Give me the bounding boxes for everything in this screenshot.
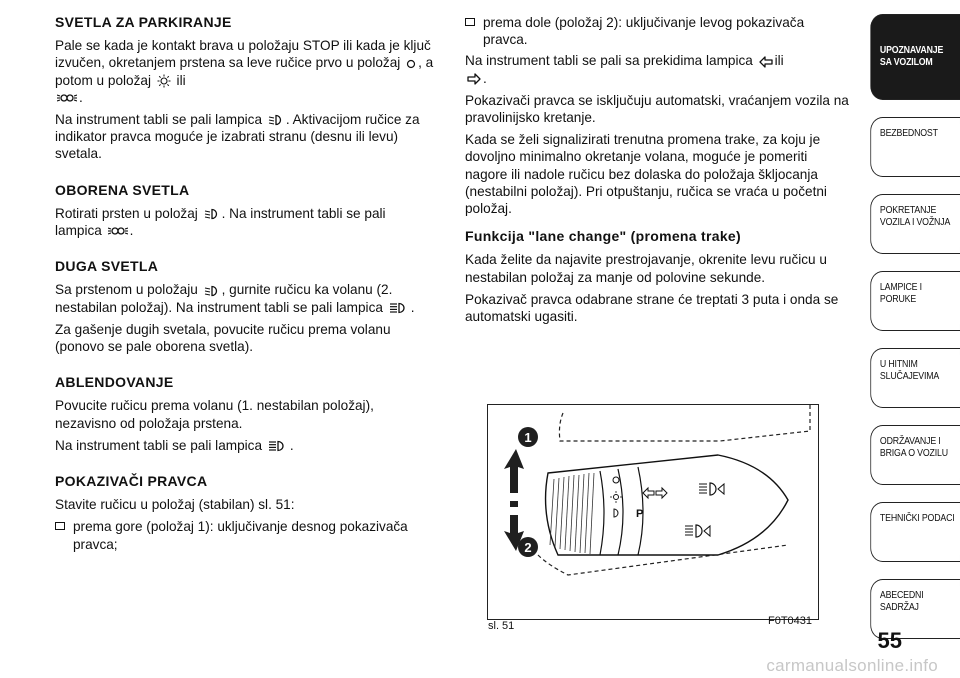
paragraph-indicator-lamp: Na instrument tabli se pali sa prekidima lampica ili . [465,53,784,86]
paragraph-indicators: Stavite ručicu u položaj (stabilan) sl. 51: [55,497,295,513]
sidebar-tab-pokretanje[interactable]: POKRETANJE VOZILA I VOŽNJA [870,194,960,254]
side-light-icon [57,92,77,104]
low-beam-icon [204,285,220,297]
high-beam-icon [268,440,288,452]
sidebar-tab-hitni[interactable]: U HITNIM SLUČAJEVIMA [870,348,960,408]
high-beam-icon [389,302,409,314]
sidebar-tab-upoznavanje[interactable]: UPOZNAVANJE SA VOZILOM [870,14,960,100]
arrow-left-icon [759,56,773,68]
paragraph-flash: Povucite ručicu prema volanu (1. nestabilan položaj), nezavisno od položaja prstena. [55,398,374,431]
low-beam-icon [204,208,220,220]
ring-off-icon [406,59,416,69]
marker-1-label: 1 [524,430,532,445]
sidebar-tab-tehnicki[interactable]: TEHNIČKI PODACI [870,502,960,562]
marker-2-label: 2 [524,540,532,555]
arrow-right-icon [467,73,481,85]
paragraph-lane-change: Kada želite da najavite prestrojavanje, okrenite levu ručicu u nestabilan položaj za manje od polovine sekunde. [465,252,827,285]
figure-stalk [487,404,819,620]
section-heading-lane-change: Funkcija "lane change" (promena trake) [465,228,741,245]
page-number: 55 [877,628,902,653]
parking-light-icon [157,74,171,88]
paragraph-lane-change-blink: Pokazivač pravca odabrane strane će treptati 3 puta i onda se automatski ugasiti. [465,291,839,325]
bullet-box [465,18,475,26]
side-light-icon [108,225,128,237]
list-item: prema dole (položaj 2): uključivanje levog pokazivača pravca. [465,14,850,48]
section-heading-high-beam: DUGA SVETLA [55,258,159,275]
paragraph-parking-indicator: Na instrument tabli se pali lampica . Aktivacijom ručice za indikator pravca moguće je izabrati stranu (desnu ili levu) svetala. [55,112,420,162]
left-column [55,14,435,557]
section-heading-indicators: POKAZIVAČI PRAVCA [55,473,208,490]
low-beam-icon [268,114,284,126]
right-column [465,14,850,330]
sidebar-tab-lampice[interactable]: LAMPICE I PORUKE [870,271,960,331]
stalk-illustration [488,405,818,619]
section-heading-flash: ABLENDOVANJE [55,374,174,391]
paragraph-indicator-auto-off: Pokazivači pravca se isključuju automatski, vraćanjem vozila na pravolinijsko kretanje. [465,92,849,126]
sidebar-tab-odrzavanje[interactable]: ODRŽAVANJE I BRIGA O VOZILU [870,425,960,485]
section-heading-low-beam: OBORENA SVETLA [55,181,190,198]
paragraph-high-beam-off: Za gašenje dugih svetala, povucite ručicu prema volanu (ponovo se pale oborena svetla). [55,321,391,355]
figure-code: F0T0431 [768,615,813,627]
list-item: prema gore (položaj 1): uključivanje desnog pokazivača pravca; [55,518,435,552]
bullet-box [55,522,65,530]
paragraph-low-beam: Rotirati prsten u položaj . Na instrument tabli se pali lampica . [55,205,386,239]
paragraph-high-beam: Sa prstenom u položaju , gurnite ručicu ka volanu (2. nestabilan položaj). Na instrument tabli se pali lampica . [55,282,415,315]
figure-caption: sl. 51 [488,620,515,632]
paragraph-flash-indicator: Na instrument tabli se pali lampica . [55,437,294,453]
chapter-sidebar [858,14,960,656]
watermark: carmanualsonline.info [766,656,938,675]
sidebar-tab-bezbednost[interactable]: BEZBEDNOST [870,117,960,177]
sidebar-tab-abecedni[interactable]: ABECEDNI SADRŽAJ [870,579,960,639]
paragraph-lane-signal: Kada se želi signalizirati trenutna promena trake, za koju je dovoljno minimalno okretanje volana, moguće je pomeriti nagore ili nadole ručicu bez dolaska do položaja škljocanja (nestabilni položaj). Pri otpuštanju, ručica se vraća u početni položaj. [465,132,827,217]
svg-text:P: P [636,508,644,520]
paragraph-parking-activation: Pale se kada je kontakt brava u položaju STOP ili kada je ključ izvučen, okretanjem prstena sa leve ručice prvo u položaj , a potom u položaj ili . [55,38,434,105]
section-heading-parking-lights: SVETLA ZA PARKIRANJE [55,14,232,30]
